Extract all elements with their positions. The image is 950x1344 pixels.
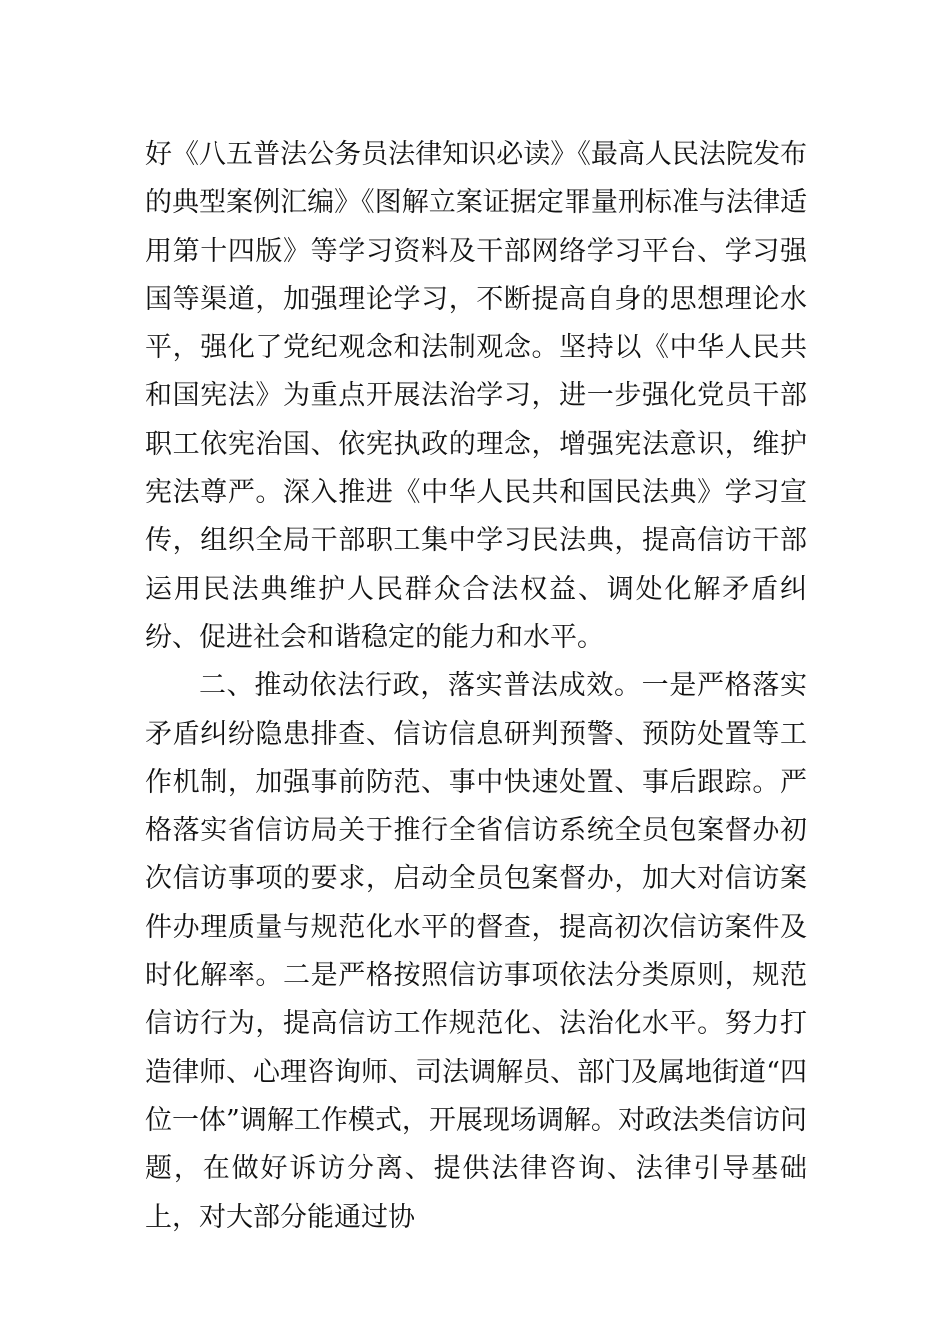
paragraph-2: 二、推动依法行政，落实普法成效。一是严格落实矛盾纠纷隐患排查、信访信息研判预警、预防处置等工作机制，加强事前防范、事中快速处置、事后跟踪。严格落实省信访局关于推行全省信访系统全员包案督办初次信访事项的要求，启动全员包案督办，加大对信访案件办理质量与规范化水平的督查，提高初次信访案件及时化解率。二是严格按照信访事项依法分类原则，规范信访行为，提高信访工作规范化、法治化水平。努力打造律师、心理咨询师、司法调解员、部门及属地街道“四位一体”调解工作模式，开展现场调解。对政法类信访问题，在做好诉访分离、提供法律咨询、法律引导基础上，对大部分能通过协 — [145, 670, 807, 1233]
document-body — [145, 131, 807, 1242]
paragraph-1: 好《八五普法公务员法律知识必读》《最高人民法院发布的典型案例汇编》《图解立案证据定罪量刑标准与法律适用第十四版》等学习资料及干部网络学习平台、学习强国等渠道，加强理论学习，不断提高自身的思想理论水平，强化了党纪观念和法制观念。坚持以《中华人民共和国宪法》为重点开展法治学习，进一步强化党员干部职工依宪治国、依宪执政的理念，增强宪法意识，维护宪法尊严。深入推进《中华人民共和国民法典》学习宣传，组织全局干部职工集中学习民法典，提高信访干部运用民法典维护人民群众合法权益、调处化解矛盾纠纷、促进社会和谐稳定的能力和水平。 — [145, 139, 807, 653]
